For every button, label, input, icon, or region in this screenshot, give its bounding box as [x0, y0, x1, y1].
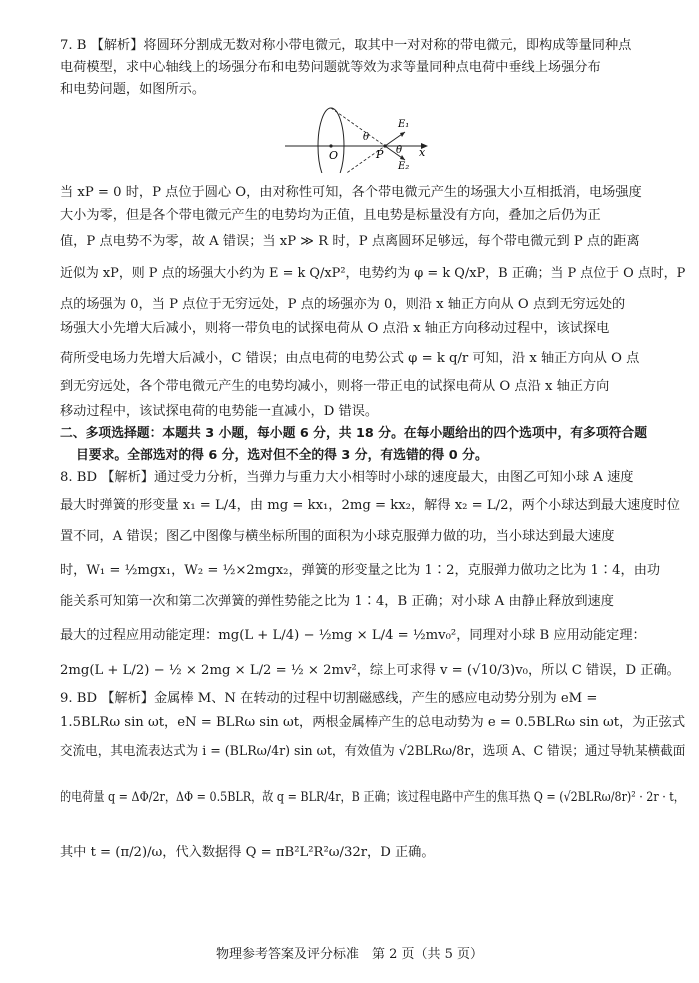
q7-line: 大小为零，但是各个带电微元产生的电势均为正值，且电势是标量没有方向，叠加之后仍为正 — [60, 208, 601, 223]
q7-line: 和电势问题，如图所示。 — [60, 82, 206, 97]
q9-line: 1.5BLRω sin ωt，eN = BLRω sin ωt，两根金属棒产生的总电动势为 e = 0.5BLRω sin ωt，为正弦式 — [60, 715, 686, 730]
q7-line: 值，P 点电势不为零，故 A 错误；当 xP ≫ R 时，P 点离圆环足够远，每个带电微元到 P 点的距离 — [60, 234, 640, 249]
vector-E1-arrowhead — [400, 132, 405, 137]
q7-line: 7. B 【解析】将圆环分割成无数对称小带电微元，取其中一对对称的带电微元，即构成等量同种点 — [60, 38, 632, 53]
q8-line: 能关系可知第一次和第二次弹簧的弹性势能之比为 1∶4，B 正确；对小球 A 由静止释放到速度 — [60, 594, 614, 609]
q7-line: 电荷模型，求中心轴线上的场强分布和电势问题就等效为求等量同种点电荷中垂线上场强分布 — [60, 60, 601, 75]
q9-line: 的电荷量 q = ΔΦ/2r，ΔΦ = 0.5BLR，故 q = BLR/4r，B 正确；该过程电路中产生的焦耳热 Q = (√2BLRω/8r)² · 2r · t， — [60, 790, 685, 805]
q8-line: 最大的过程应用动能定理：mg(L + L/4) − ½mg × L/4 = ½mv₀²，同理对小球 B 应用动能定理： — [60, 628, 646, 643]
q9-line: 9. BD 【解析】金属棒 M、N 在转动的过程中切割磁感线，产生的感应电动势分别为 eM = — [60, 691, 598, 706]
dashed-line-top — [331, 108, 385, 146]
label-P: P — [376, 148, 384, 161]
q8-line: 2mg(L + L/2) − ½ × 2mg × L/2 = ½ × 2mv²，综上可求得 v = (√10/3)v₀，所以 C 错误，D 正确。 — [60, 663, 680, 678]
label-E2: E₂ — [398, 161, 410, 172]
center-point-O — [329, 144, 332, 147]
q9-line: 其中 t = (π/2)/ω，代入数据得 Q = πB²L²R²ω/32r，D 正确。 — [60, 845, 435, 860]
q7-line: 点的场强为 0，当 P 点位于无穷远处，P 点的场强亦为 0，则沿 x 轴正方向从 O 点到无穷远处的 — [60, 297, 626, 312]
q7-line: 近似为 xP，则 P 点的场强大小约为 E = k Q/xP²，电势约为 φ = k Q/xP，B 正确；当 P 点位于 O 点时，P — [60, 266, 686, 281]
label-x: x — [419, 146, 426, 159]
q7-line: 当 xP = 0 时，P 点位于圆心 O，由对称性可知，各个带电微元产生的场强大小互相抵消，电场强度 — [60, 185, 642, 200]
q7-line: 荷所受电场力先增大后减小，C 错误；由点电荷的电势公式 φ = k q/r 可知，沿 x 轴正方向从 O 点 — [60, 351, 640, 366]
q7-line: 移动过程中，该试探电荷的电势能一直减小，D 错误。 — [60, 404, 379, 419]
q8-line: 置不同，A 错误；图乙中图像与横坐标所围的面积为小球克服弹力做的功，当小球达到最大速度 — [60, 529, 615, 544]
q8-line: 最大时弹簧的形变量 x₁ = L/4，由 mg = kx₁，2mg = kx₂，解得 x₂ = L/2，两个小球达到最大速度时位 — [60, 498, 680, 513]
q7-line: 场强大小先增大后减小，则将一带负电的试探电荷从 O 点沿 x 轴正方向移动过程中，该试探电 — [60, 321, 610, 336]
q9-line: 交流电，其电流表达式为 i = (BLRω/4r) sin ωt，有效值为 √2BLRω/8r，选项 A、C 错误；通过导轨某横截面 — [60, 744, 686, 759]
label-theta-right: θ — [396, 145, 403, 156]
q8-line: 时，W₁ = ½mgx₁，W₂ = ½×2mgx₂，弹簧的形变量之比为 1∶2，克服弹力做功之比为 1∶4，由功 — [60, 563, 661, 578]
ring-field-diagram — [283, 103, 433, 173]
section-heading: 二、多项选择题：本题共 3 小题，每小题 6 分，共 18 分。在每小题给出的四个选项中，有多项符合题 — [60, 426, 648, 441]
q7-line: 到无穷远处，各个带电微元产生的电势均减小，则将一带正电的试探电荷从 O 点沿 x 轴正方向 — [60, 379, 610, 394]
charged-ring — [318, 108, 344, 173]
label-theta-left: θ — [363, 132, 370, 143]
label-O: O — [329, 149, 339, 162]
page-footer: 物理参考答案及评分标准 第 2 页（共 5 页） — [215, 947, 484, 962]
label-E1: E₁ — [398, 119, 410, 130]
section-heading-continued: 目要求。全部选对的得 6 分，选对但不全的得 3 分，有选错的得 0 分。 — [76, 448, 488, 463]
q8-line: 8. BD 【解析】通过受力分析，当弹力与重力大小相等时小球的速度最大，由图乙可知小球 A 速度 — [60, 470, 634, 485]
